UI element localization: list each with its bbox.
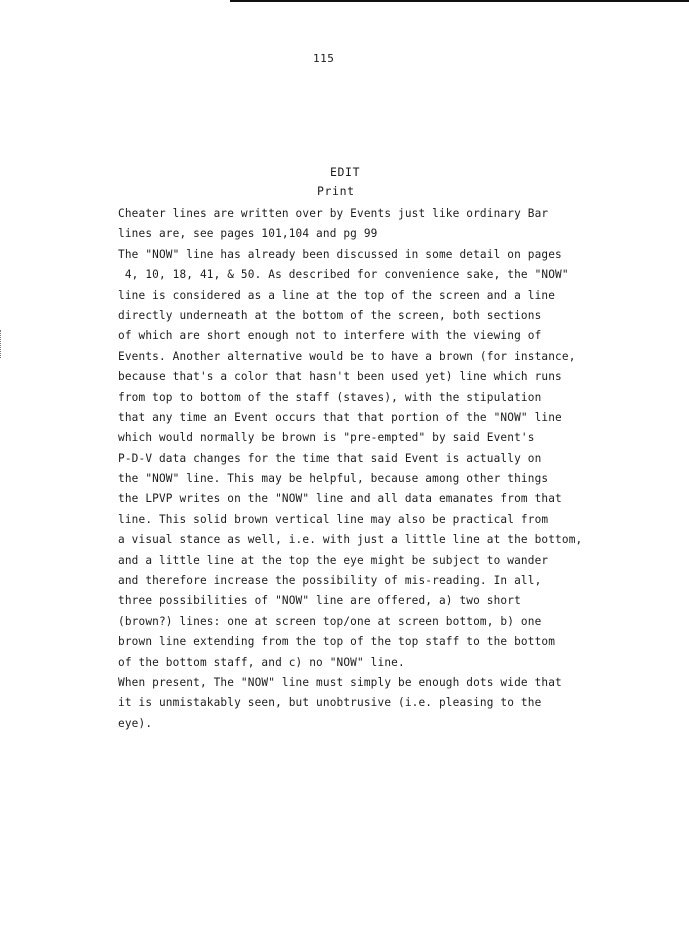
body-text bbox=[118, 204, 588, 734]
text-line: Cheater lines are written over by Events just like ordinary Bar bbox=[118, 207, 549, 220]
text-line: line is considered as a line at the top of the screen and a line bbox=[118, 288, 556, 302]
text-line: 4, 10, 18, 41, & 50. As described for convenience sake, the "NOW" bbox=[118, 268, 569, 282]
text-line: which would normally be brown is "pre-empted" by said Event's bbox=[118, 431, 535, 445]
text-line: lines are, see pages 101,104 and pg 99 bbox=[118, 227, 378, 241]
text-line: because that's a color that hasn't been used yet) line which runs bbox=[118, 370, 562, 384]
margin-marks bbox=[0, 330, 4, 358]
text-line: When present, The "NOW" line must simply be enough dots wide that bbox=[118, 675, 562, 689]
text-line: from top to bottom of the staff (staves), with the stipulation bbox=[118, 390, 542, 404]
text-line: the LPVP writes on the "NOW" line and all data emanates from that bbox=[118, 492, 562, 506]
text-line: eye). bbox=[118, 716, 153, 730]
section-subheading: Print bbox=[317, 184, 355, 198]
text-line: three possibilities of "NOW" line are offered, a) two short bbox=[118, 594, 521, 608]
section-heading: EDIT bbox=[330, 165, 361, 179]
text-line: brown line extending from the top of the top staff to the bottom bbox=[118, 635, 556, 649]
text-line: it is unmistakably seen, but unobtrusive (i.e. pleasing to the bbox=[118, 696, 542, 710]
page-number: 115 bbox=[313, 52, 335, 65]
text-line: (brown?) lines: one at screen top/one at screen bottom, b) one bbox=[118, 614, 542, 628]
text-line: the "NOW" line. This may be helpful, because among other things bbox=[118, 472, 549, 486]
text-line: of the bottom staff, and c) no "NOW" line. bbox=[118, 655, 405, 669]
text-line: a visual stance as well, i.e. with just a little line at the bottom, bbox=[118, 533, 583, 547]
text-line: P-D-V data changes for the time that said Event is actually on bbox=[118, 451, 542, 465]
text-line: line. This solid brown vertical line may also be practical from bbox=[118, 512, 549, 526]
text-line: of which are short enough not to interfere with the viewing of bbox=[118, 329, 542, 343]
page-top-rule bbox=[230, 0, 689, 2]
text-line: Events. Another alternative would be to have a brown (for instance, bbox=[118, 349, 576, 363]
text-line: The "NOW" line has already been discussed in some detail on pages bbox=[118, 247, 562, 261]
text-line: directly underneath at the bottom of the screen, both sections bbox=[118, 308, 542, 322]
text-line: and therefore increase the possibility of mis-reading. In all, bbox=[118, 574, 542, 588]
text-line: that any time an Event occurs that that portion of the "NOW" line bbox=[118, 410, 562, 424]
text-line: and a little line at the top the eye might be subject to wander bbox=[118, 553, 549, 567]
